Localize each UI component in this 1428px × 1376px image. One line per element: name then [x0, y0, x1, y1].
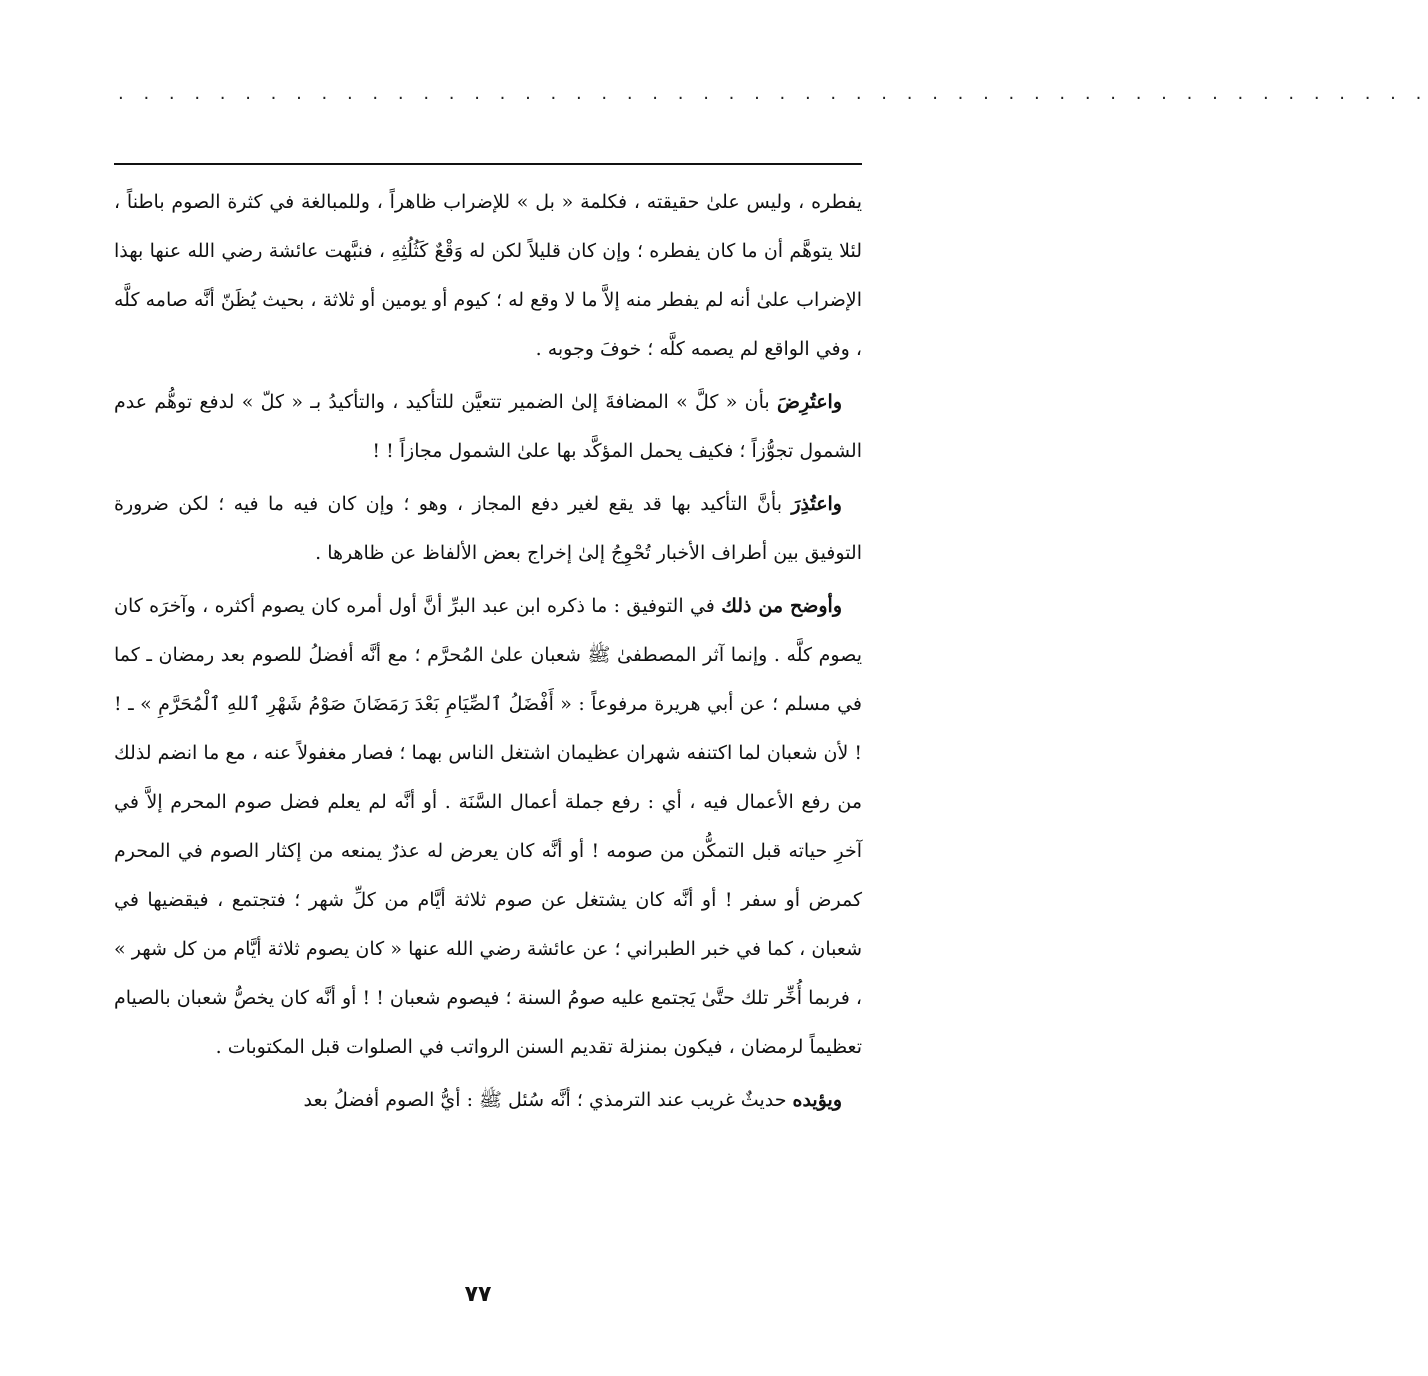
paragraph-objection — [114, 378, 862, 476]
paragraph-continuation — [114, 178, 862, 374]
page-body — [114, 178, 862, 1125]
paragraph-lead: وأوضح من ذلك — [721, 595, 842, 617]
header-rule — [114, 163, 862, 165]
paragraph-text: في التوفيق : ما ذكره ابن عبد البرِّ أنَّ أول أمره كان يصوم أكثره ، وآخرَه كان يصوم كلَّه . وإنما آثر المصطفىٰ ﷺ شعبان علىٰ المُحرَّم ؛ مع أنَّه أفضلُ للصوم بعد رمضان ـ كما في مسلم ؛ عن أبي هريرة مرفوعاً : « أَفْضَلُ ٱلصِّيَامِ بَعْدَ رَمَضَانَ صَوْمُ شَهْرِ ٱللهِ ٱلْمُحَرَّمِ » ـ ! ! لأن شعبان لما اكتنفه شهران عظيمان اشتغل الناس بهما ؛ فصار مغفولاً عنه ، مع ما انضم لذلك من رفع الأعمال فيه ، أي : رفع جملة أعمال السَّنَة . أو أنَّه لم يعلم فضل صوم المحرم إلاَّ في آخرِ حياته قبل التمكُّن من صومه ! أو أنَّه كان يعرض له عذرٌ يمنعه من إكثار الصوم في المحرم كمرض أو سفر ! أو أنَّه كان يشتغل عن صوم ثلاثة أيَّام من كلِّ شهر ؛ فتجتمع ، فيقضيها في شعبان ، كما في خبر الطبراني ؛ عن عائشة رضي الله عنها « كان يصوم ثلاثة أيَّام من كل شهر » ، فربما أُخِّر تلك حتَّىٰ يَجتمع عليه صومُ السنة ؛ فيصوم شعبان ! ! أو أنَّه كان يخصُّ شعبان بالصيام تعظيماً لرمضان ، فيكون بمنزلة تقديم السنن الرواتب في الصلوات قبل المكتوبات . — [114, 595, 862, 1058]
page-number: ٧٧ — [464, 1282, 492, 1307]
paragraph-support — [114, 1076, 862, 1125]
paragraph-text: بأن « كلَّ » المضافةَ إلىٰ الضمير تتعيَّن للتأكيد ، والتأكيدُ بـ « كلّ » لدفع توهُّم عدم الشمول تجوُّزاً ؛ فكيف يحمل المؤكَّد بها علىٰ الشمول مجازاً ! ! — [114, 391, 862, 462]
header-dotted-line: · · · · · · · · · · · · · · · · · · · · · · · · · · · · · · · · · · · · · · · · · · · · · · · · · · · · — [118, 88, 1428, 109]
paragraph-text: بأنَّ التأكيد بها قد يقع لغير دفع المجاز ، وهو ؛ وإن كان فيه ما فيه ؛ لكن ضرورة التوفيق بين أطراف الأخبار تُحْوِجُ إلىٰ إخراج بعض الألفاظ عن ظاهرها . — [114, 493, 862, 564]
paragraph-lead: واعتُرِضَ — [777, 391, 842, 413]
paragraph-text: حديثٌ غريب عند الترمذي ؛ أنَّه سُئل ﷺ : أيُّ الصوم أفضلُ بعد — [303, 1089, 793, 1111]
paragraph-excuse — [114, 480, 862, 578]
paragraph-lead: ويؤيده — [792, 1089, 842, 1111]
paragraph-reconciliation — [114, 582, 862, 1072]
paragraph-text: يفطره ، وليس علىٰ حقيقته ، فكلمة « بل » للإضراب ظاهراً ، وللمبالغة في كثرة الصوم باطناً ، لئلا يتوهَّم أن ما كان يفطره ؛ وإن كان قليلاً لكن له وَقْعٌ كَثُلُثِهِ ، فنبَّهت عائشة رضي الله عنها بهذا الإضراب علىٰ أنه لم يفطر منه إلاَّ ما لا وقع له ؛ كيوم أو يومين أو ثلاثة ، بحيث يُظَنّ أنَّه صامه كلَّه ، وفي الواقع لم يصمه كلَّه ؛ خوفَ وجوبه . — [114, 191, 862, 360]
paragraph-lead: واعتُذِرَ — [791, 493, 842, 515]
